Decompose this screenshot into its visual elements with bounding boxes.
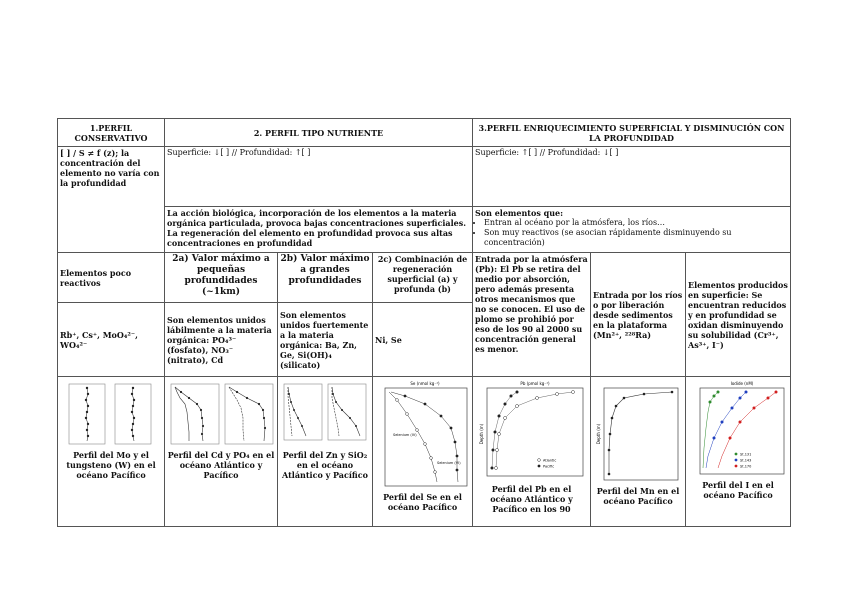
nutrient-description: La acción biológica, incorporación de los elementos a la materia orgánica particulada, provoca bajas concentraciones superficiales. La regeneración del elemento en profundidad provoca sus altas concentraciones en profundidad <box>165 207 473 253</box>
figure-cell-se <box>373 377 473 527</box>
header-conservative: 1.PERFIL CONSERVATIVO <box>58 119 165 147</box>
conservative-examples: Rb⁺, Cs⁺, MoO₄²⁻, WO₄²⁻ <box>58 303 165 377</box>
mo-w-profile-figure <box>61 378 161 448</box>
cd-po4-profile-figure <box>167 378 275 448</box>
zn-sio2-profile-figure <box>280 378 370 448</box>
category-atmosphere-pb: Entrada por la atmósfera (Pb): El Pb se retira del medio por absorción, pero además presenta otros mecanismos que no se conocen. El uso de plomo se prohibió por eso de los 90 al 2000 su concentración general es menor. <box>473 253 591 377</box>
caption-pb: Perfil del Pb en el océano Atlántico y Pacífico en los 90 <box>490 484 573 514</box>
caption-mn: Perfil del Mn en el océano Pacífico <box>596 486 680 506</box>
ocean-profiles-table <box>57 118 791 527</box>
enrichment-bullet-2: • Son muy reactivos (se asocian rápidamente disminuyendo su concentración) <box>484 228 788 248</box>
figure-cell-cd <box>165 377 278 527</box>
figure-cell-zn <box>278 377 373 527</box>
se-series-vi: Selenium (VI) <box>437 461 461 465</box>
pb-depth-label: Depth (m) <box>478 423 484 445</box>
i-legend-131: St.131 <box>740 452 752 457</box>
caption-zn: Perfil del Zn y SiO₂ en el océano Atlántico y Pacífico <box>282 450 368 480</box>
figures-row <box>58 377 791 527</box>
enrichment-intro: Son elementos que: <box>475 208 564 218</box>
figure-cell-mn <box>591 377 686 527</box>
nutrient-surface-line: Superficie: ↓[ ] // Profundidad: ↑[ ] <box>165 147 473 207</box>
examples-2a: Son elementos unidos lábilmente a la materia orgánica: PO₄³⁻ (fosfato), NO₃⁻ (nitrato), Cd <box>165 303 278 377</box>
examples-2c: Ni, Se <box>373 303 473 377</box>
caption-se: Perfil del Se en el océano Pacífico <box>383 492 462 512</box>
caption-i: Perfil del I en el océano Pacífico <box>702 480 774 500</box>
description-row <box>58 207 791 253</box>
enrichment-list <box>475 218 788 248</box>
pb-legend-pacific: Pacific <box>542 464 554 469</box>
mn-depth-label: Depth (m) <box>596 423 601 445</box>
i-legend-170: St.170 <box>740 464 752 469</box>
se-series-iv: Selenium (IV) <box>393 433 417 437</box>
pb-axis-label: Pb (pmol kg⁻¹) <box>519 381 550 386</box>
i-legend-143: St.143 <box>740 458 752 463</box>
category-row <box>58 253 791 303</box>
category-rivers: Entrada por los ríos o por liberación desde sedimentos en la plataforma (Mn²⁺, ²²⁸Ra) <box>591 253 686 377</box>
caption-mo: Perfil del Mo y el tungsteno (W) en el océano Pacífico <box>66 450 156 480</box>
i-axis-label: Iodide (nM) <box>730 381 754 386</box>
category-2a: 2a) Valor máximo a pequeñas profundidades (~1km) <box>165 253 278 303</box>
figure-cell-i <box>686 377 791 527</box>
enrichment-surface-line: Superficie: ↑[ ] // Profundidad: ↓[ ] <box>473 147 791 207</box>
category-surface-produced: Elementos producidos en superficie: Se encuentran reducidos y en profundidad se oxidan disminuyendo su solubilidad (Cr³⁺, As³⁺, I⁻) <box>686 253 791 377</box>
i-profile-figure <box>688 378 788 478</box>
header-row <box>58 119 791 147</box>
enrichment-description <box>473 207 791 253</box>
se-profile-figure <box>375 378 471 490</box>
examples-2b: Son elementos unidos fuertemente a la materia orgánica: Ba, Zn, Ge, Si(OH)₄ (silicato) <box>278 303 373 377</box>
enrichment-bullet-1: • Entran al océano por la atmósfera, los ríos… <box>484 218 788 228</box>
definition-row <box>58 147 791 207</box>
se-axis-label: Se (nmol kg⁻¹) <box>410 381 440 386</box>
header-surface-enrichment: 3.PERFIL ENRIQUECIMIENTO SUPERFICIAL Y DISMINUCIÓN CON LA PROFUNDIDAD <box>473 119 791 147</box>
header-nutrient: 2. PERFIL TIPO NUTRIENTE <box>165 119 473 147</box>
category-2c: 2c) Combinación de regeneración superficial (a) y profunda (b) <box>373 253 473 303</box>
pb-legend-atlantic: Atlantic <box>542 458 556 463</box>
conservative-definition: [ ] / S ≠ f (z); la concentración del elemento no varía con la profundidad <box>58 147 165 253</box>
pb-profile-figure <box>477 378 587 482</box>
mn-profile-figure <box>594 378 682 484</box>
category-2b: 2b) Valor máximo a grandes profundidades <box>278 253 373 303</box>
figure-cell-mo <box>58 377 165 527</box>
figure-cell-pb <box>473 377 591 527</box>
conservative-category: Elementos poco reactivos <box>58 253 165 303</box>
caption-cd: Perfil del Cd y PO₄ en el océano Atlántico y Pacífico <box>167 450 275 480</box>
